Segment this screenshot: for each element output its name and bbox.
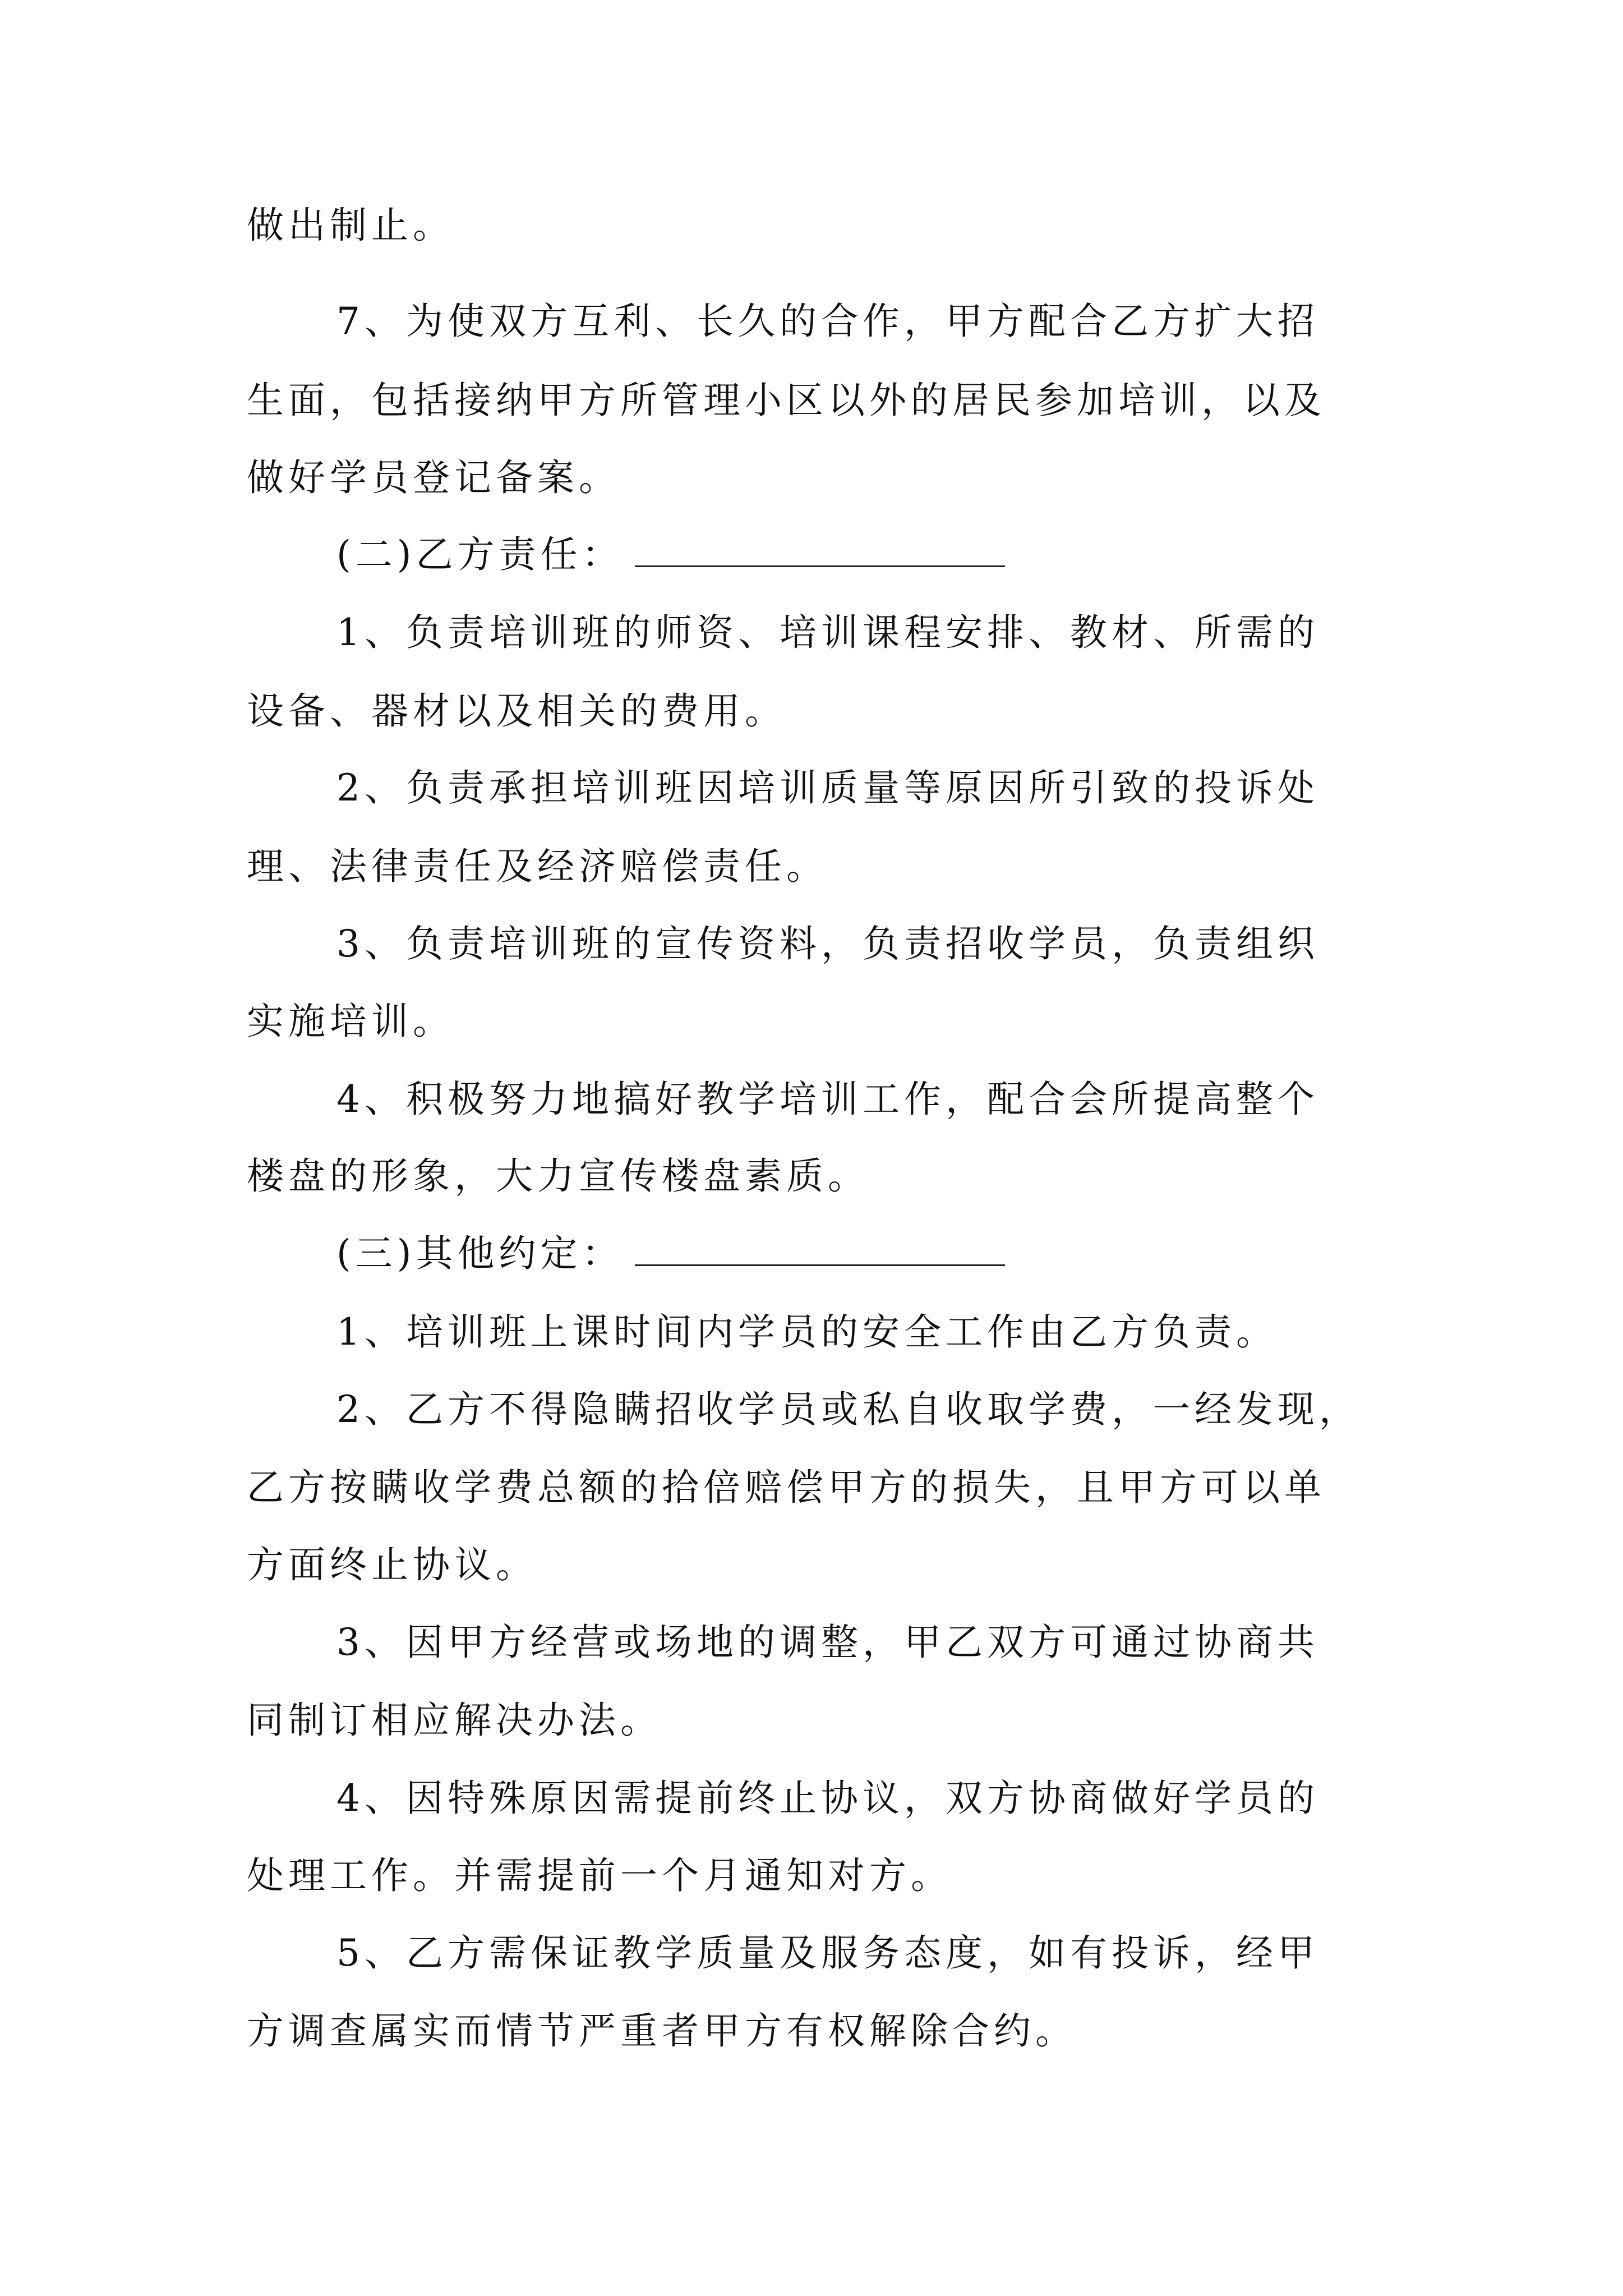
text-line: 5、乙方需保证教学质量及服务态度，如有投诉，经甲 [336,1931,1319,1975]
text-line: 设备、器材以及相关的费用。 [247,689,786,733]
section-heading-label: (二)乙方责任： [336,533,624,576]
text-line: 乙方按瞒收学费总额的拾倍赔偿甲方的损失，且甲方可以单 [247,1466,1326,1509]
fill-in-blank [635,535,1005,567]
text-line: 做好学员登记备案。 [247,456,620,499]
text-line: 1、培训班上课时间内学员的安全工作由乙方负责。 [336,1310,1278,1354]
text-line: 3、负责培训班的宣传资料，负责招收学员，负责组织 [336,922,1319,965]
text-line: 实施培训。 [247,1000,454,1043]
text-line: 理、法律责任及经济赔偿责任。 [247,845,828,888]
text-line: 同制订相应解决办法。 [247,1699,662,1742]
text-line: 7、为使双方互利、长久的合作，甲方配合乙方扩大招 [336,300,1319,343]
fill-in-blank [635,1234,1005,1266]
text-line: 4、积极努力地搞好教学培训工作，配合会所提高整个 [336,1078,1319,1121]
text-line: 做出制止。 [247,204,454,247]
section-heading [336,524,1005,586]
text-line: 3、因甲方经营或场地的调整，甲乙双方可通过协商共 [336,1621,1319,1664]
text-line: 方面终止协议。 [247,1543,537,1586]
text-line: 4、因特殊原因需提前终止协议，双方协商做好学员的 [336,1777,1319,1820]
text-line: 方调查属实而情节严重者甲方有权解除合约。 [247,2009,1077,2053]
text-line: 处理工作。并需提前一个月通知对方。 [247,1854,952,1897]
text-line: 生面，包括接纳甲方所管理小区以外的居民参加培训，以及 [247,379,1326,422]
section-heading [336,1223,1005,1285]
section-heading-label: (三)其他约定： [336,1232,624,1275]
text-line: 2、乙方不得隐瞒招收学员或私自收取学费，一经发现， [336,1388,1361,1431]
text-line: 1、负责培训班的师资、培训课程安排、教材、所需的 [336,611,1319,654]
text-line: 2、负责承担培训班因培训质量等原因所引致的投诉处 [336,766,1319,809]
text-line: 楼盘的形象，大力宣传楼盘素质。 [247,1154,869,1198]
